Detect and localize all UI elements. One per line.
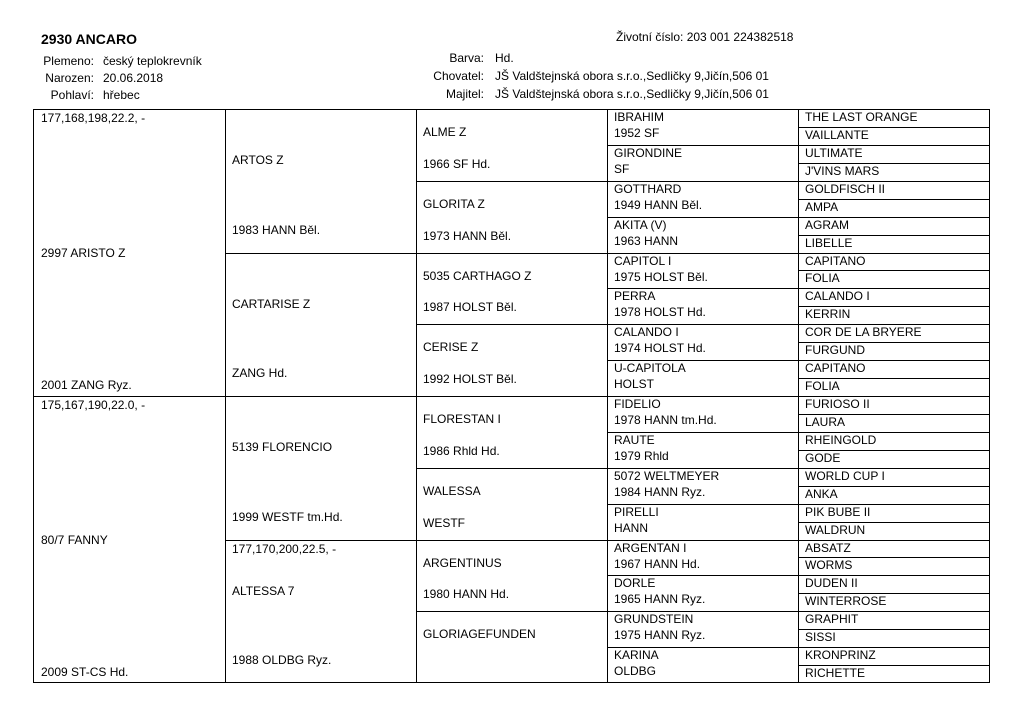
narozen-label: Narozen: — [45, 71, 94, 85]
ancestor-gen4-info: 1984 HANN Ryz. — [614, 484, 706, 499]
ancestor-gen4-name: AKITA (V) — [614, 217, 667, 232]
grandparent-name: CARTARISE Z — [232, 296, 311, 311]
row-divider — [225, 253, 416, 254]
chovatel-value: JŠ Valdštejnská obora s.r.o.,Sedličky 9,Jičín,506 01 — [495, 69, 769, 83]
grandparent-name: ARTOS Z — [232, 153, 284, 167]
row-divider — [416, 540, 607, 541]
great-grandparent-name: 5035 CARTHAGO Z — [423, 268, 532, 283]
majitel-label: Majitel: — [445, 87, 484, 101]
ancestor-gen5-name: AGRAM — [805, 217, 850, 232]
ancestor-gen4-info: 1952 SF — [614, 126, 660, 140]
ancestor-gen4-info: 1974 HOLST Hd. — [614, 341, 706, 356]
ancestor-gen4-name: RAUTE — [614, 432, 655, 447]
ancestor-gen5-name: FOLIA — [805, 379, 840, 394]
great-grandparent-info: WESTF — [423, 515, 465, 530]
great-grandparent-info: 1986 Rhld Hd. — [423, 443, 500, 458]
ancestor-gen4-name: DORLE — [614, 576, 656, 591]
row-divider — [416, 253, 607, 254]
ancestor-gen5-name: ANKA — [805, 486, 838, 501]
great-grandparent-info: 1973 HANN Běl. — [423, 228, 512, 243]
pohlavi-value: hřebec — [103, 88, 140, 102]
great-grandparent-name: ALME Z — [423, 125, 467, 139]
grandparent-info: ZANG Hd. — [232, 366, 288, 380]
grandparent-info: 1988 OLDBG Ryz. — [232, 653, 332, 667]
ancestor-gen5-name: RICHETTE — [805, 666, 865, 681]
ancestor-gen5-name: WORLD CUP I — [805, 468, 885, 483]
row-divider — [416, 468, 607, 469]
majitel-value: JŠ Valdštejnská obora s.r.o.,Sedličky 9,Jičín,506 01 — [495, 87, 769, 101]
parent-measurements: 177,168,198,22.2, - — [41, 111, 146, 125]
ancestor-gen5-name: GODE — [805, 450, 841, 465]
ancestor-gen5-name: FURGUND — [805, 343, 865, 358]
pedigree-table — [33, 109, 990, 683]
row-divider — [225, 396, 416, 397]
ancestor-gen4-info: HOLST — [614, 377, 655, 392]
ancestor-gen4-info: 1978 HANN tm.Hd. — [614, 413, 717, 427]
ancestor-gen4-info: 1979 Rhld — [614, 448, 669, 463]
ancestor-gen4-name: PIRELLI — [614, 504, 659, 519]
ancestor-gen4-info: 1965 HANN Ryz. — [614, 592, 706, 607]
horse-title: 2930 ANCARO — [41, 31, 137, 47]
ancestor-gen5-name: FOLIA — [805, 271, 840, 286]
ancestor-gen4-name: KARINA — [614, 648, 659, 663]
narozen-value: 20.06.2018 — [103, 71, 164, 85]
id-label: Životní číslo: — [616, 30, 684, 44]
ancestor-gen4-name: CAPITOL I — [614, 253, 672, 268]
ancestor-gen5-name: J'VINS MARS — [805, 163, 880, 178]
ancestor-gen4-name: IBRAHIM — [614, 110, 665, 124]
row-divider — [416, 181, 607, 182]
parent-info: 2009 ST-CS Hd. — [41, 665, 129, 679]
grandparent-measurements: 177,170,200,22.5, - — [232, 541, 337, 556]
ancestor-gen4-info: 1978 HOLST Hd. — [614, 305, 706, 320]
ancestor-gen5-name: DUDEN II — [805, 576, 858, 591]
id-value: 203 001 224382518 — [686, 30, 794, 44]
ancestor-gen5-name: CAPITANO — [805, 361, 866, 376]
ancestor-gen5-name: GRAPHIT — [805, 612, 859, 627]
grandparent-info: 1983 HANN Běl. — [232, 222, 321, 237]
ancestor-gen5-name: WINTERROSE — [805, 594, 887, 609]
ancestor-gen5-name: LAURA — [805, 414, 846, 429]
great-grandparent-name: WALESSA — [423, 483, 481, 498]
ancestor-gen4-name: GIRONDINE — [614, 145, 683, 160]
ancestor-gen5-name: WALDRUN — [805, 522, 866, 537]
ancestor-gen4-name: CALANDO I — [614, 325, 679, 340]
ancestor-gen4-name: PERRA — [614, 289, 656, 304]
ancestor-gen5-name: SISSI — [805, 630, 836, 645]
plemeno-value: český teplokrevník — [103, 54, 202, 68]
ancestor-gen4-info: SF — [614, 161, 630, 176]
pohlavi-label: Pohlaví: — [50, 88, 94, 102]
ancestor-gen4-info: 1963 HANN — [614, 233, 679, 248]
ancestor-gen4-name: GOTTHARD — [614, 181, 682, 196]
ancestor-gen5-name: VAILLANTE — [805, 127, 869, 142]
ancestor-gen5-name: PIK BUBE II — [805, 504, 871, 519]
ancestor-gen5-name: RHEINGOLD — [805, 432, 877, 447]
great-grandparent-info: 1987 HOLST Běl. — [423, 300, 517, 315]
row-divider — [33, 396, 225, 397]
parent-name: 2997 ARISTO Z — [41, 245, 126, 260]
parent-info: 2001 ZANG Ryz. — [41, 378, 132, 392]
great-grandparent-info: 1980 HANN Hd. — [423, 587, 510, 602]
ancestor-gen4-info: HANN — [614, 520, 649, 535]
grandparent-info: 1999 WESTF tm.Hd. — [232, 509, 343, 524]
ancestor-gen5-name: KERRIN — [805, 307, 851, 322]
grandparent-name: ALTESSA 7 — [232, 583, 295, 598]
ancestor-gen5-name: LIBELLE — [805, 235, 853, 250]
row-divider — [416, 396, 607, 397]
great-grandparent-name: CERISE Z — [423, 340, 479, 355]
parent-name: 80/7 FANNY — [41, 532, 108, 547]
ancestor-gen5-name: ULTIMATE — [805, 145, 863, 160]
ancestor-gen5-name: CAPITANO — [805, 253, 866, 268]
great-grandparent-info: 1992 HOLST Běl. — [423, 372, 517, 386]
ancestor-gen4-info: 1967 HANN Hd. — [614, 556, 701, 571]
table-border-bottom — [33, 682, 990, 683]
ancestor-gen5-name: ABSATZ — [805, 540, 851, 555]
ancestor-gen4-name: FIDELIO — [614, 397, 661, 411]
ancestor-gen4-name: ARGENTAN I — [614, 540, 687, 555]
ancestor-gen5-name: CALANDO I — [805, 289, 870, 304]
ancestor-gen4-name: U-CAPITOLA — [614, 361, 686, 376]
great-grandparent-name: FLORESTAN I — [423, 412, 501, 426]
ancestor-gen4-info: OLDBG — [614, 664, 657, 679]
ancestor-gen5-name: KRONPRINZ — [805, 648, 876, 663]
ancestor-gen5-name: WORMS — [805, 558, 853, 573]
ancestor-gen5-name: GOLDFISCH II — [805, 181, 886, 196]
ancestor-gen5-name: FURIOSO II — [805, 397, 870, 411]
row-divider — [416, 611, 607, 612]
great-grandparent-name: ARGENTINUS — [423, 555, 502, 570]
ancestor-gen5-name: AMPA — [805, 199, 839, 214]
id-number — [616, 30, 793, 45]
grandparent-name: 5139 FLORENCIO — [232, 440, 333, 454]
ancestor-gen4-info: 1975 HOLST Běl. — [614, 269, 708, 284]
ancestor-gen4-info: 1975 HANN Ryz. — [614, 628, 706, 643]
plemeno-label: Plemeno: — [43, 54, 94, 68]
parent-measurements: 175,167,190,22.0, - — [41, 398, 146, 412]
great-grandparent-name: GLORIAGEFUNDEN — [423, 627, 536, 642]
barva-value: Hd. — [495, 51, 514, 65]
ancestor-gen4-info: 1949 HANN Běl. — [614, 197, 703, 212]
ancestor-gen5-name: THE LAST ORANGE — [805, 110, 918, 124]
ancestor-gen4-name: 5072 WELTMEYER — [614, 468, 720, 483]
ancestor-gen5-name: COR DE LA BRYERE — [805, 325, 922, 340]
chovatel-label: Chovatel: — [433, 69, 484, 83]
barva-label: Barva: — [449, 51, 484, 65]
great-grandparent-info: 1966 SF Hd. — [423, 156, 491, 171]
great-grandparent-name: GLORITA Z — [423, 196, 485, 211]
ancestor-gen4-name: GRUNDSTEIN — [614, 612, 694, 627]
row-divider — [416, 324, 607, 325]
